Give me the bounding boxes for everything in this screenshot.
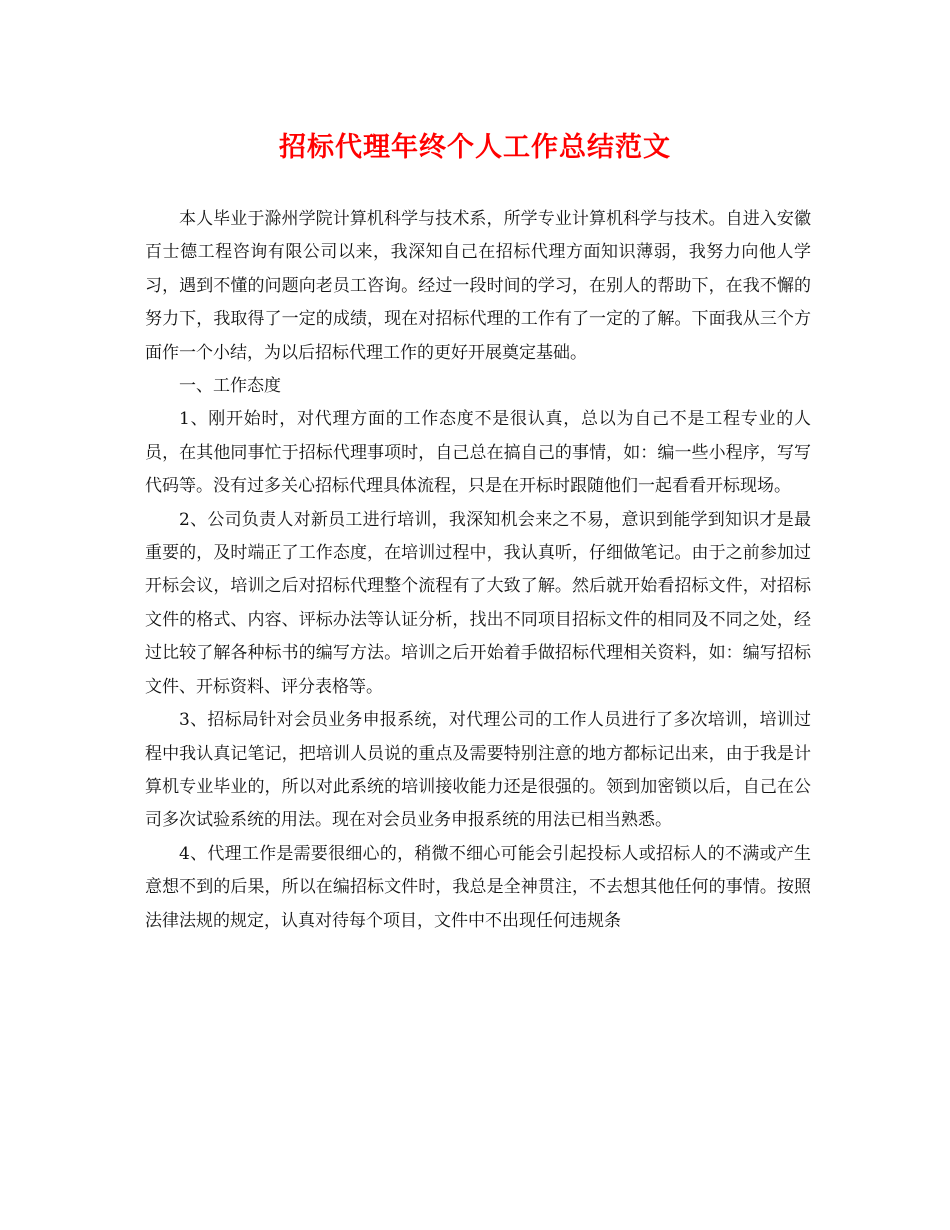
paragraph-item-3: 3、招标局针对会员业务申报系统，对代理公司的工作人员进行了多次培训，培训过程中我认真记笔记，把培训人员说的重点及需要特别注意的地方都标记出来，由于我是计算机专业毕业的，所以对此系统的培训接收能力还是很强的。领到加密锁以后，自己在公司多次试验系统的用法。现在对会员业务申报系统的用法已相当熟悉。: [145, 710, 811, 831]
section-heading-work-attitude: 一、工作态度: [179, 376, 281, 397]
document-body: [145, 203, 811, 938]
paragraph-item-4: 4、代理工作是需要很细心的，稍微不细心可能会引起投标人或招标人的不满或产生意想不到的后果，所以在编招标文件时，我总是全神贯注，不去想其他任何的事情。按照法律法规的规定，认真对待每个项目，文件中不出现任何违规条: [145, 843, 811, 931]
paragraph-item-2: 2、公司负责人对新员工进行培训，我深知机会来之不易，意识到能学到知识才是最重要的，及时端正了工作态度，在培训过程中，我认真听，仔细做笔记。由于之前参加过开标会议，培训之后对招标代理整个流程有了大致了解。然后就开始看招标文件，对招标文件的格式、内容、评标办法等认证分析，找出不同项目招标文件的相同及不同之处，经过比较了解各种标书的编写方法。培训之后开始着手做招标代理相关资料，如：编写招标文件、开标资料、评分表格等。: [145, 509, 811, 697]
document-title: 招标代理年终个人工作总结范文: [279, 132, 671, 163]
paragraph-item-1: 1、刚开始时，对代理方面的工作态度不是很认真，总以为自己不是工程专业的人员，在其他同事忙于招标代理事项时，自己总在搞自己的事情，如：编一些小程序，写写代码等。没有过多关心招标代理具体流程，只是在开标时跟随他们一起看看开标现场。: [145, 409, 811, 497]
paragraph-intro: 本人毕业于滁州学院计算机科学与技术系，所学专业计算机科学与技术。自进入安徽百士德工程咨询有限公司以来，我深知自己在招标代理方面知识薄弱，我努力向他人学习，遇到不懂的问题向老员工咨询。经过一段时间的学习，在别人的帮助下，在我不懈的努力下，我取得了一定的成绩，现在对招标代理的工作有了一定的了解。下面我从三个方面作一个小结，为以后招标代理工作的更好开展奠定基础。: [145, 209, 811, 363]
